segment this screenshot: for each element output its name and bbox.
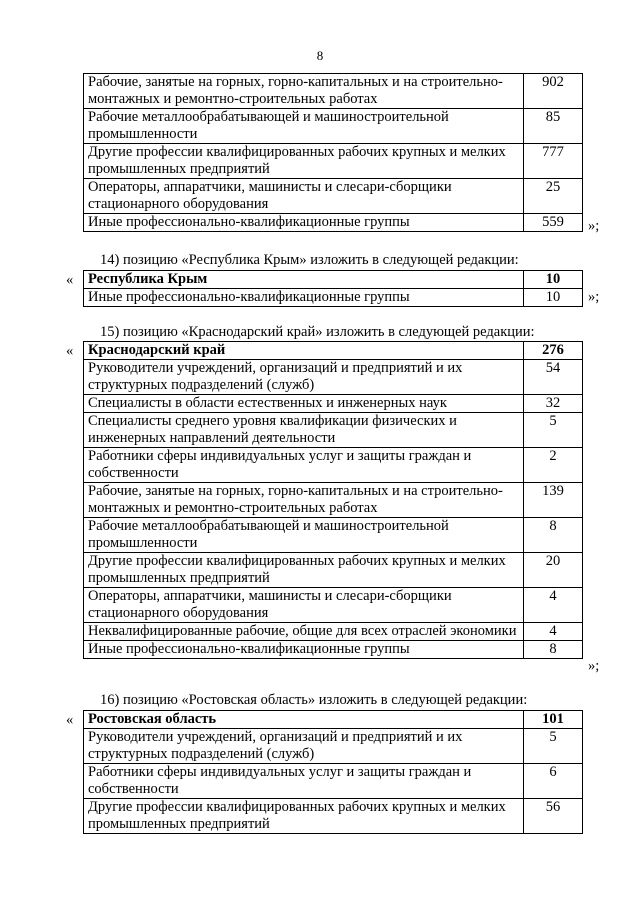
table-row bbox=[84, 109, 583, 144]
group-name: Работники сферы индивидуальных услуг и защиты граждан и собственности bbox=[84, 448, 524, 483]
table-row bbox=[84, 483, 583, 518]
opening-quote-14: « bbox=[66, 272, 74, 288]
table-row bbox=[84, 448, 583, 483]
table-header-row bbox=[84, 711, 583, 729]
group-name: Рабочие металлообрабатывающей и машиностроительной промышленности bbox=[84, 518, 524, 553]
region-total: 10 bbox=[524, 271, 583, 289]
group-value: 54 bbox=[524, 360, 583, 395]
table-body bbox=[84, 271, 583, 307]
group-name: Другие профессии квалифицированных рабочих крупных и мелких промышленных предприятий bbox=[84, 799, 524, 834]
group-value: 10 bbox=[524, 289, 583, 307]
table-row bbox=[84, 360, 583, 395]
group-value: 25 bbox=[524, 179, 583, 214]
table-section-16 bbox=[83, 710, 583, 834]
group-value: 559 bbox=[524, 214, 583, 232]
table-row bbox=[84, 144, 583, 179]
group-name: Иные профессионально-квалификационные группы bbox=[84, 214, 524, 232]
table-header-row bbox=[84, 342, 583, 360]
table-section-15 bbox=[83, 341, 583, 659]
table-row bbox=[84, 764, 583, 799]
table-row bbox=[84, 518, 583, 553]
group-name: Другие профессии квалифицированных рабочих крупных и мелких промышленных предприятий bbox=[84, 144, 524, 179]
table-row bbox=[84, 74, 583, 109]
group-name: Руководители учреждений, организаций и предприятий и их структурных подразделений (служб) bbox=[84, 729, 524, 764]
group-value: 5 bbox=[524, 729, 583, 764]
table-row bbox=[84, 799, 583, 834]
region-name: Ростовская область bbox=[84, 711, 524, 729]
group-value: 32 bbox=[524, 395, 583, 413]
table-row bbox=[84, 395, 583, 413]
group-name: Специалисты среднего уровня квалификации физических и инженерных направлений деятельности bbox=[84, 413, 524, 448]
table-header-row bbox=[84, 271, 583, 289]
page-number: 8 bbox=[316, 48, 324, 63]
group-value: 139 bbox=[524, 483, 583, 518]
table-row bbox=[84, 553, 583, 588]
closing-quote-14: »; bbox=[588, 289, 600, 305]
group-name: Рабочие, занятые на горных, горно-капитальных и на строительно-монтажных и ремонтно-строительных работах bbox=[84, 483, 524, 518]
group-name: Операторы, аппаратчики, машинисты и слесари-сборщики стационарного оборудования bbox=[84, 179, 524, 214]
table-row bbox=[84, 729, 583, 764]
table-row bbox=[84, 623, 583, 641]
table-row bbox=[84, 413, 583, 448]
group-name: Иные профессионально-квалификационные группы bbox=[84, 289, 524, 307]
group-name: Другие профессии квалифицированных рабочих крупных и мелких промышленных предприятий bbox=[84, 553, 524, 588]
group-value: 777 bbox=[524, 144, 583, 179]
table-body bbox=[84, 342, 583, 659]
table-row bbox=[84, 214, 583, 232]
group-value: 5 bbox=[524, 413, 583, 448]
table-row bbox=[84, 289, 583, 307]
table-section-14 bbox=[83, 270, 583, 307]
group-name: Рабочие металлообрабатывающей и машиностроительной промышленности bbox=[84, 109, 524, 144]
table-body bbox=[84, 74, 583, 232]
group-value: 6 bbox=[524, 764, 583, 799]
table-body bbox=[84, 711, 583, 834]
section-14-intro: 14) позицию «Республика Крым» изложить в следующей редакции: bbox=[100, 252, 519, 268]
group-value: 20 bbox=[524, 553, 583, 588]
region-name: Краснодарский край bbox=[84, 342, 524, 360]
group-value: 902 bbox=[524, 74, 583, 109]
group-name: Работники сферы индивидуальных услуг и защиты граждан и собственности bbox=[84, 764, 524, 799]
table-row bbox=[84, 588, 583, 623]
group-name: Рабочие, занятые на горных, горно-капитальных и на строительно-монтажных и ремонтно-строительных работах bbox=[84, 74, 524, 109]
group-value: 8 bbox=[524, 641, 583, 659]
region-total: 101 bbox=[524, 711, 583, 729]
region-name: Республика Крым bbox=[84, 271, 524, 289]
group-name: Руководители учреждений, организаций и предприятий и их структурных подразделений (служб) bbox=[84, 360, 524, 395]
group-value: 4 bbox=[524, 588, 583, 623]
group-value: 85 bbox=[524, 109, 583, 144]
group-value: 2 bbox=[524, 448, 583, 483]
group-name: Операторы, аппаратчики, машинисты и слесари-сборщики стационарного оборудования bbox=[84, 588, 524, 623]
closing-quote-top: »; bbox=[588, 218, 600, 234]
opening-quote-16: « bbox=[66, 712, 74, 728]
region-total: 276 bbox=[524, 342, 583, 360]
table-row bbox=[84, 641, 583, 659]
section-15-intro: 15) позицию «Краснодарский край» изложить в следующей редакции: bbox=[100, 324, 535, 340]
group-value: 56 bbox=[524, 799, 583, 834]
group-value: 4 bbox=[524, 623, 583, 641]
section-16-intro: 16) позицию «Ростовская область» изложить в следующей редакции: bbox=[100, 692, 528, 708]
group-name: Иные профессионально-квалификационные группы bbox=[84, 641, 524, 659]
table-continuation bbox=[83, 73, 583, 232]
group-value: 8 bbox=[524, 518, 583, 553]
opening-quote-15: « bbox=[66, 343, 74, 359]
group-name: Неквалифицированные рабочие, общие для всех отраслей экономики bbox=[84, 623, 524, 641]
closing-quote-15: »; bbox=[588, 658, 600, 674]
group-name: Специалисты в области естественных и инженерных наук bbox=[84, 395, 524, 413]
table-row bbox=[84, 179, 583, 214]
